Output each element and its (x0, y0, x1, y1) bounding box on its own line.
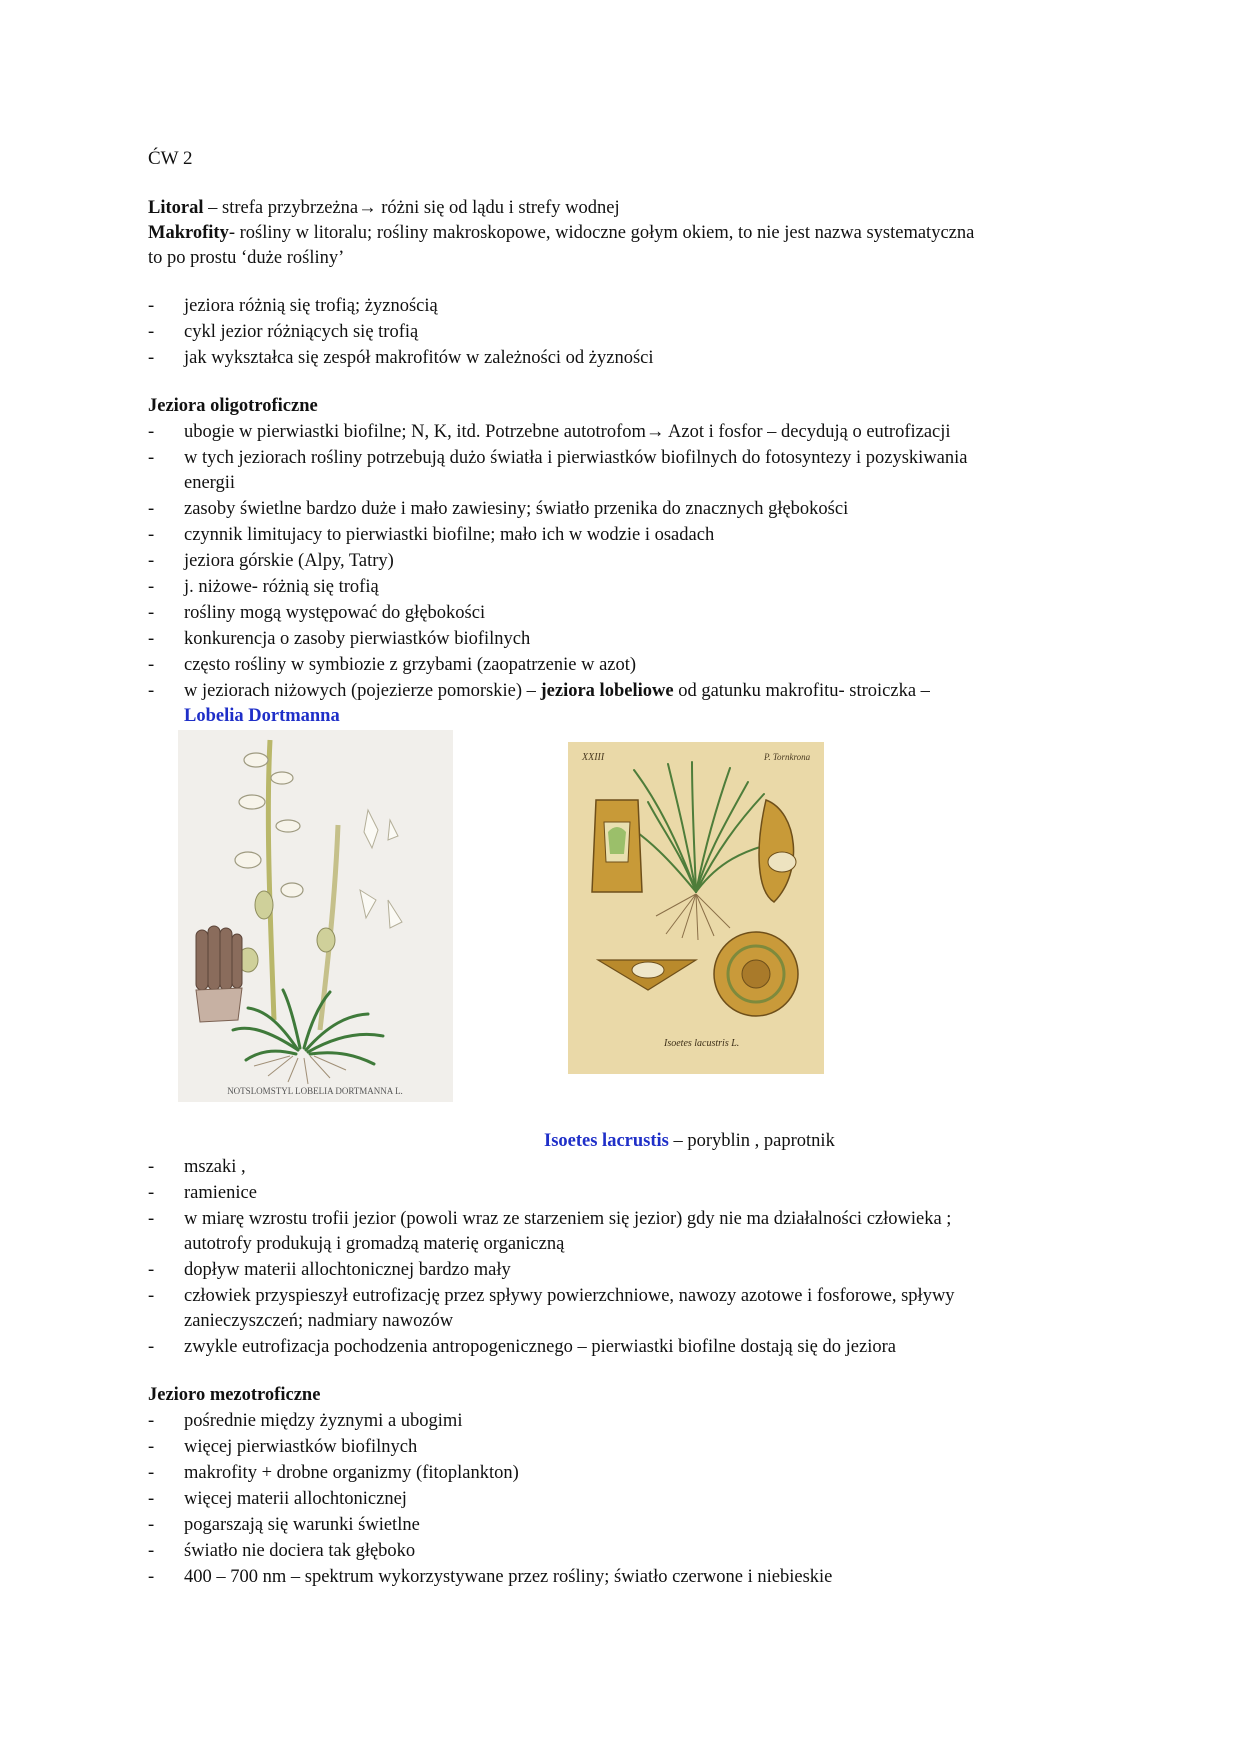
lobelia-caption: NOTSLOMSTYL LOBELIA DORTMANNA L. (227, 1086, 403, 1096)
litoral-def-a: – strefa przybrzeżna (203, 198, 359, 218)
arrow-icon: → (358, 198, 377, 218)
isoetes-plant-image (568, 742, 824, 1074)
makrofity-line-2: to po prostu ‘duże rośliny’ (148, 248, 345, 268)
plate-author: P. Tornkrona (764, 752, 811, 762)
makrofity-line (148, 220, 974, 246)
page-title: ĆW 2 (148, 148, 193, 169)
isoetes-species-name: Isoetes lacrustis (544, 1131, 669, 1151)
litoral-term: Litoral (148, 198, 204, 218)
jeziora-lobeliowe-term: jeziora lobeliowe (540, 681, 674, 701)
document-page: ĆW 2 Litoral – strefa przybrzeżna→ różni się od lądu i strefy wodnej Makrofity- rośliny w litoralu; rośliny makroskopowe, widoczne gołym okiem, to nie jest nazwa systematyczna to po prostu ‘duże rośliny’ - jeziora różnią się trofią; żyznością - cykl jezior różniących się trofią - jak wykształca się zespół makrofitów w zależności od żyzności Jeziora oligotroficzne - ubogie w pierwiastki biofilne; N, K, itd. Potrzebne autotrofom→ Azot i fosfor – decydują o eutrofizacji - w tych jeziorach rośliny potrzebują dużo światła i pierwiastków biofilnych do fotosyntezy i pozyskiwania energii - zasoby świetlne bardzo duże i mało zawiesiny; światło przenika do znacznych głębokości - czynnik limitujacy to pierwiastki biofilne; mało ich w wodzie i osadach - jeziora górskie (Alpy, Tatry) - j. niżowe- różnią się trofią - rośliny mogą występować do głębokości - konkurencja o zasoby pierwiastków biofilnych - często rośliny w symbiozie z grzybami (zaopatrzenie w azot) - w jeziorach niżowych (pojezierze pomorskie) – jeziora lobeliowe od gatunku makrofitu- stroiczka – Lobelia Dortmanna NOTSLOMSTYL LOBELIA DORTMANNA L. XXIII P. Tornkrona Isoetes lacustris L. Isoetes lacrustis – poryblin , paprotnik - mszaki , - ramienice - w miarę wzrostu trofii jezior (powoli wraz ze starzeniem się jezior) gdy nie ma działalności człowieka ; autotrofy produkują i gromadzą materię organiczną - dopływ materii allochtonicznej bardzo mały - człowiek przyspieszył eutrofizację przez spływy powierzchniowe, nawozy azotowe i fosforowe, spływy zanieczyszczeń; nadmiary nawozów - zwykle eutrofizacja pochodzenia antropogenicznego – pierwiastki biofilne dostają się do jeziora Jezioro mezotroficzne - pośrednie między żyznymi a ubogimi - więcej pierwiastków biofilnych - makrofity + drobne organizmy (fitoplankton) - więcej materii allochtonicznej - pogarszają się warunki świetlne - światło nie dociera tak głęboko - 400 – 700 nm – spektrum wykorzystywane przez rośliny; światło czerwone i niebieskie (0, 0, 1240, 1754)
makrofity-def: - rośliny w litoralu; rośliny makroskopowe, widoczne gołym okiem, to nie jest nazwa systematyczna (228, 223, 975, 243)
litoral-line (148, 195, 620, 221)
isoetes-illustration (568, 742, 824, 1074)
makrofity-term: Makrofity (148, 223, 229, 243)
plate-number: XXIII (582, 752, 605, 763)
lobelia-plant-image (178, 730, 453, 1102)
isoetes-plate-caption: Isoetes lacustris L. (664, 1038, 740, 1049)
figure-caption (544, 1128, 835, 1154)
section-heading-oligotroficzne: Jeziora oligotroficzne (148, 396, 318, 416)
figure-caption-rest: – poryblin , paprotnik (668, 1131, 835, 1151)
section-heading-mezotroficzne: Jezioro mezotroficzne (148, 1385, 321, 1405)
arrow-icon: → (645, 422, 665, 442)
lobelia-illustration (178, 730, 453, 1102)
litoral-def-b: różni się od lądu i strefy wodnej (376, 198, 620, 218)
lobelia-species-name: Lobelia Dortmanna (184, 706, 340, 726)
